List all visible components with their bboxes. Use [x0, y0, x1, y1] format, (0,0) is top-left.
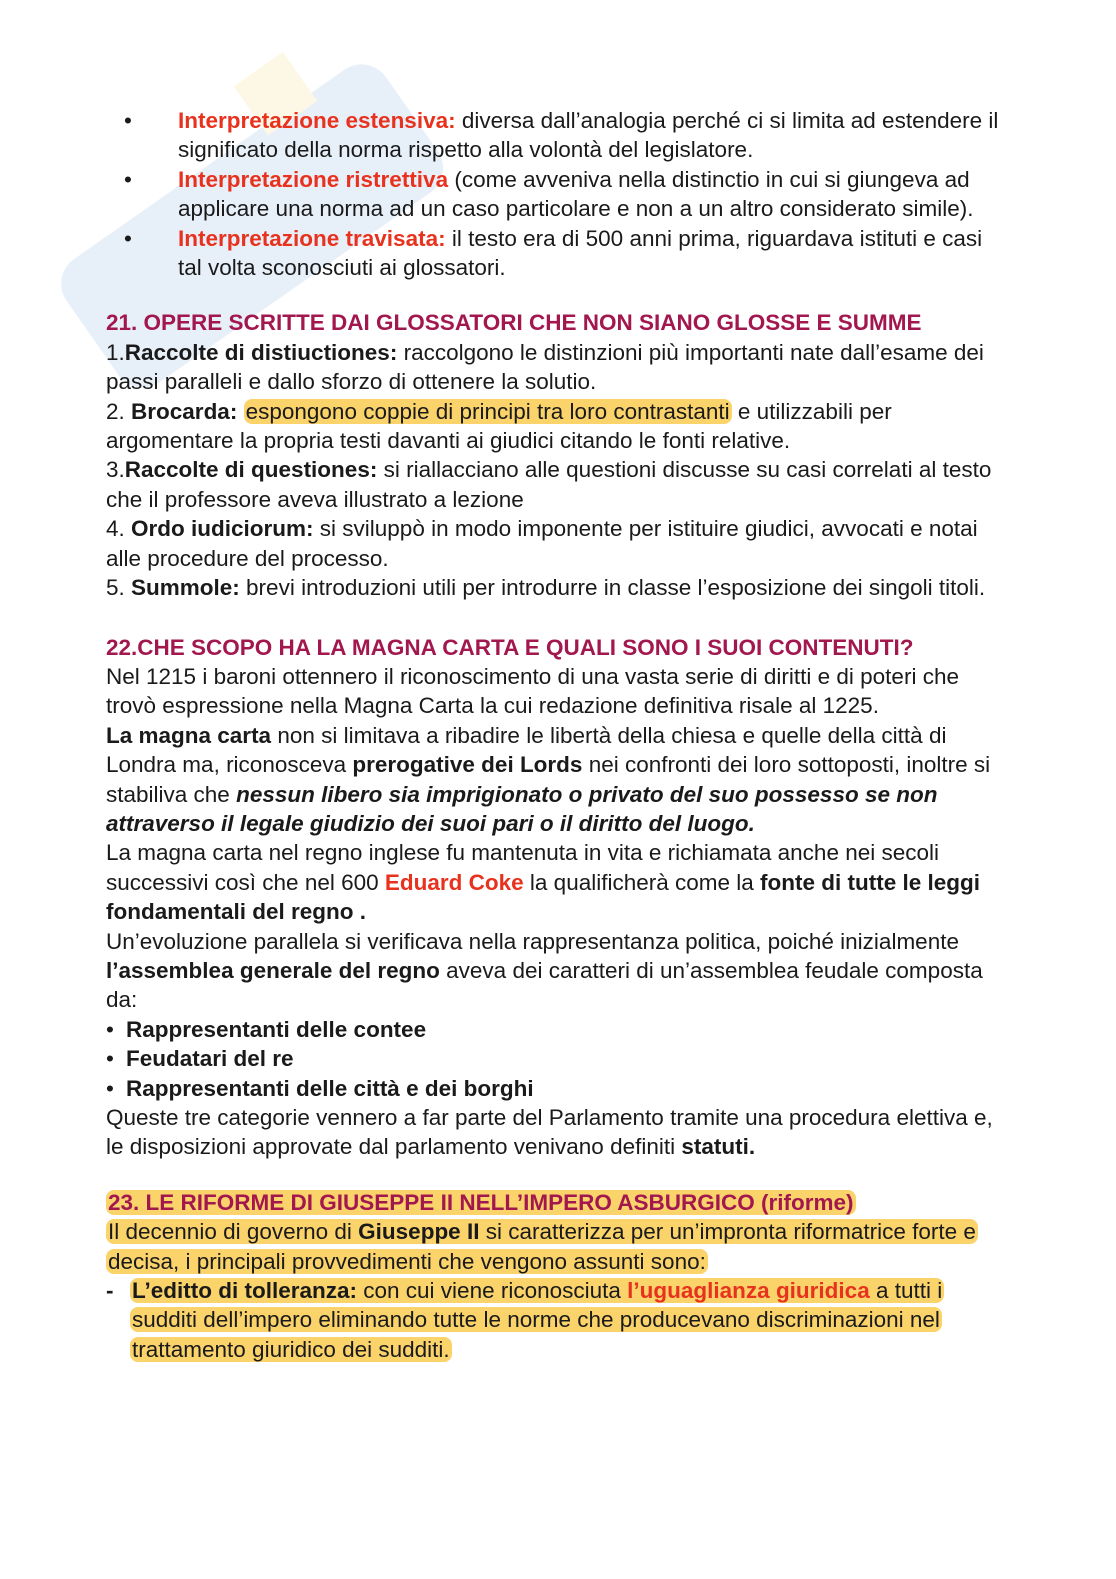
section-23-body — [106, 1217, 1011, 1364]
paragraph: La magna carta non si limitava a ribadire le libertà della chiesa e quelle della città di Londra ma, riconosceva prerogative dei Lords nei confronti dei loro sottoposti, inoltre si stabiliva che nessun libero sia imprigionato o privato del suo possesso se non attraverso il legale giudizio dei suoi pari o il diritto del luogo. — [106, 722, 991, 836]
list-item: 2. Brocarda: espongono coppie di principi tra loro contrastanti e utilizzabili per argomentare la propria testi davanti ai giudici citando le fonti relative. — [106, 398, 892, 454]
list-item: - L’editto di tolleranza: con cui viene riconosciuta l’uguaglianza giuridica a tutti i sudditi dell’impero eliminando tutte le norme che producevano discriminazioni nel trattamento giuridico dei sudditi. — [106, 1278, 943, 1362]
section-21-body — [106, 338, 1011, 603]
highlighted-text: espongono coppie di principi tra loro contrastanti — [245, 398, 730, 424]
paragraph: Il decennio di governo di Giuseppe II si caratterizza per un’impronta riformatrice forte e decisa, i principali provvedimenti che vengono assunti sono: — [108, 1219, 976, 1274]
section-21-heading: 21. OPERE SCRITTE DAI GLOSSATORI CHE NON SIANO GLOSSE E SUMME — [106, 310, 922, 336]
paragraph: Nel 1215 i baroni ottennero il riconoscimento di una vasta serie di diritti e di poteri che trovò espressione nella Magna Carta la cui redazione definitiva risale al 1225. — [106, 663, 959, 719]
document-page — [106, 106, 1011, 1364]
section-22-heading: 22.CHE SCOPO HA LA MAGNA CARTA E QUALI SONO I SUOI CONTENUTI? — [106, 634, 914, 660]
list-item: • Interpretazione estensiva: diversa dall’analogia perché ci si limita ad estendere il significato della norma rispetto alla volontà del legislatore. — [124, 108, 999, 163]
list-item: 3.Raccolte di questiones: si riallacciano alle questioni discusse su casi correlati al testo che il professore aveva illustrato a lezione — [106, 457, 992, 512]
paragraph: Queste tre categorie vennero a far parte del Parlamento tramite una procedura elettiva e, le disposizioni approvate dal parlamento venivano definiti statuti. — [106, 1105, 993, 1160]
section-22-body — [106, 662, 1011, 1162]
list-item: • Feudatari del re — [106, 1046, 294, 1072]
list-item: 1.Raccolte di distiuctiones: raccolgono le distinzioni più importanti nate dall’esame dei passi paralleli e dallo sforzo di ottenere la solutio. — [106, 339, 984, 395]
paragraph: La magna carta nel regno inglese fu mantenuta in vita e richiamata anche nei secoli successivi così che nel 600 Eduard Coke la qualificherà come la fonte di tutte le leggi fondamentali del regno . — [106, 840, 981, 925]
interpretation-list — [106, 106, 1011, 282]
list-item: • Rappresentanti delle contee — [106, 1016, 427, 1042]
list-item: • Rappresentanti delle città e dei borghi — [106, 1075, 534, 1101]
list-item: 4. Ordo iudiciorum: si sviluppò in modo imponente per istituire giudici, avvocati e notai alle procedure del processo. — [106, 516, 978, 571]
section-23-heading: 23. LE RIFORME DI GIUSEPPE II NELL’IMPERO ASBURGICO (riforme) — [108, 1189, 854, 1215]
list-item: 5. Summole: brevi introduzioni utili per introdurre in classe l’esposizione dei singoli titoli. — [106, 575, 986, 601]
paragraph: Un’evoluzione parallela si verificava nella rappresentanza politica, poiché inizialmente l’assemblea generale del regno aveva dei caratteri di un’assemblea feudale composta da: — [106, 928, 983, 1013]
list-item: • Interpretazione ristrettiva (come avveniva nella distinctio in cui si giungeva ad applicare una norma ad un caso particolare e non a un altro considerato simile). — [124, 166, 974, 222]
list-item: • Interpretazione travisata: il testo era di 500 anni prima, riguardava istituti e casi tal volta sconosciuti ai glossatori. — [124, 225, 983, 281]
